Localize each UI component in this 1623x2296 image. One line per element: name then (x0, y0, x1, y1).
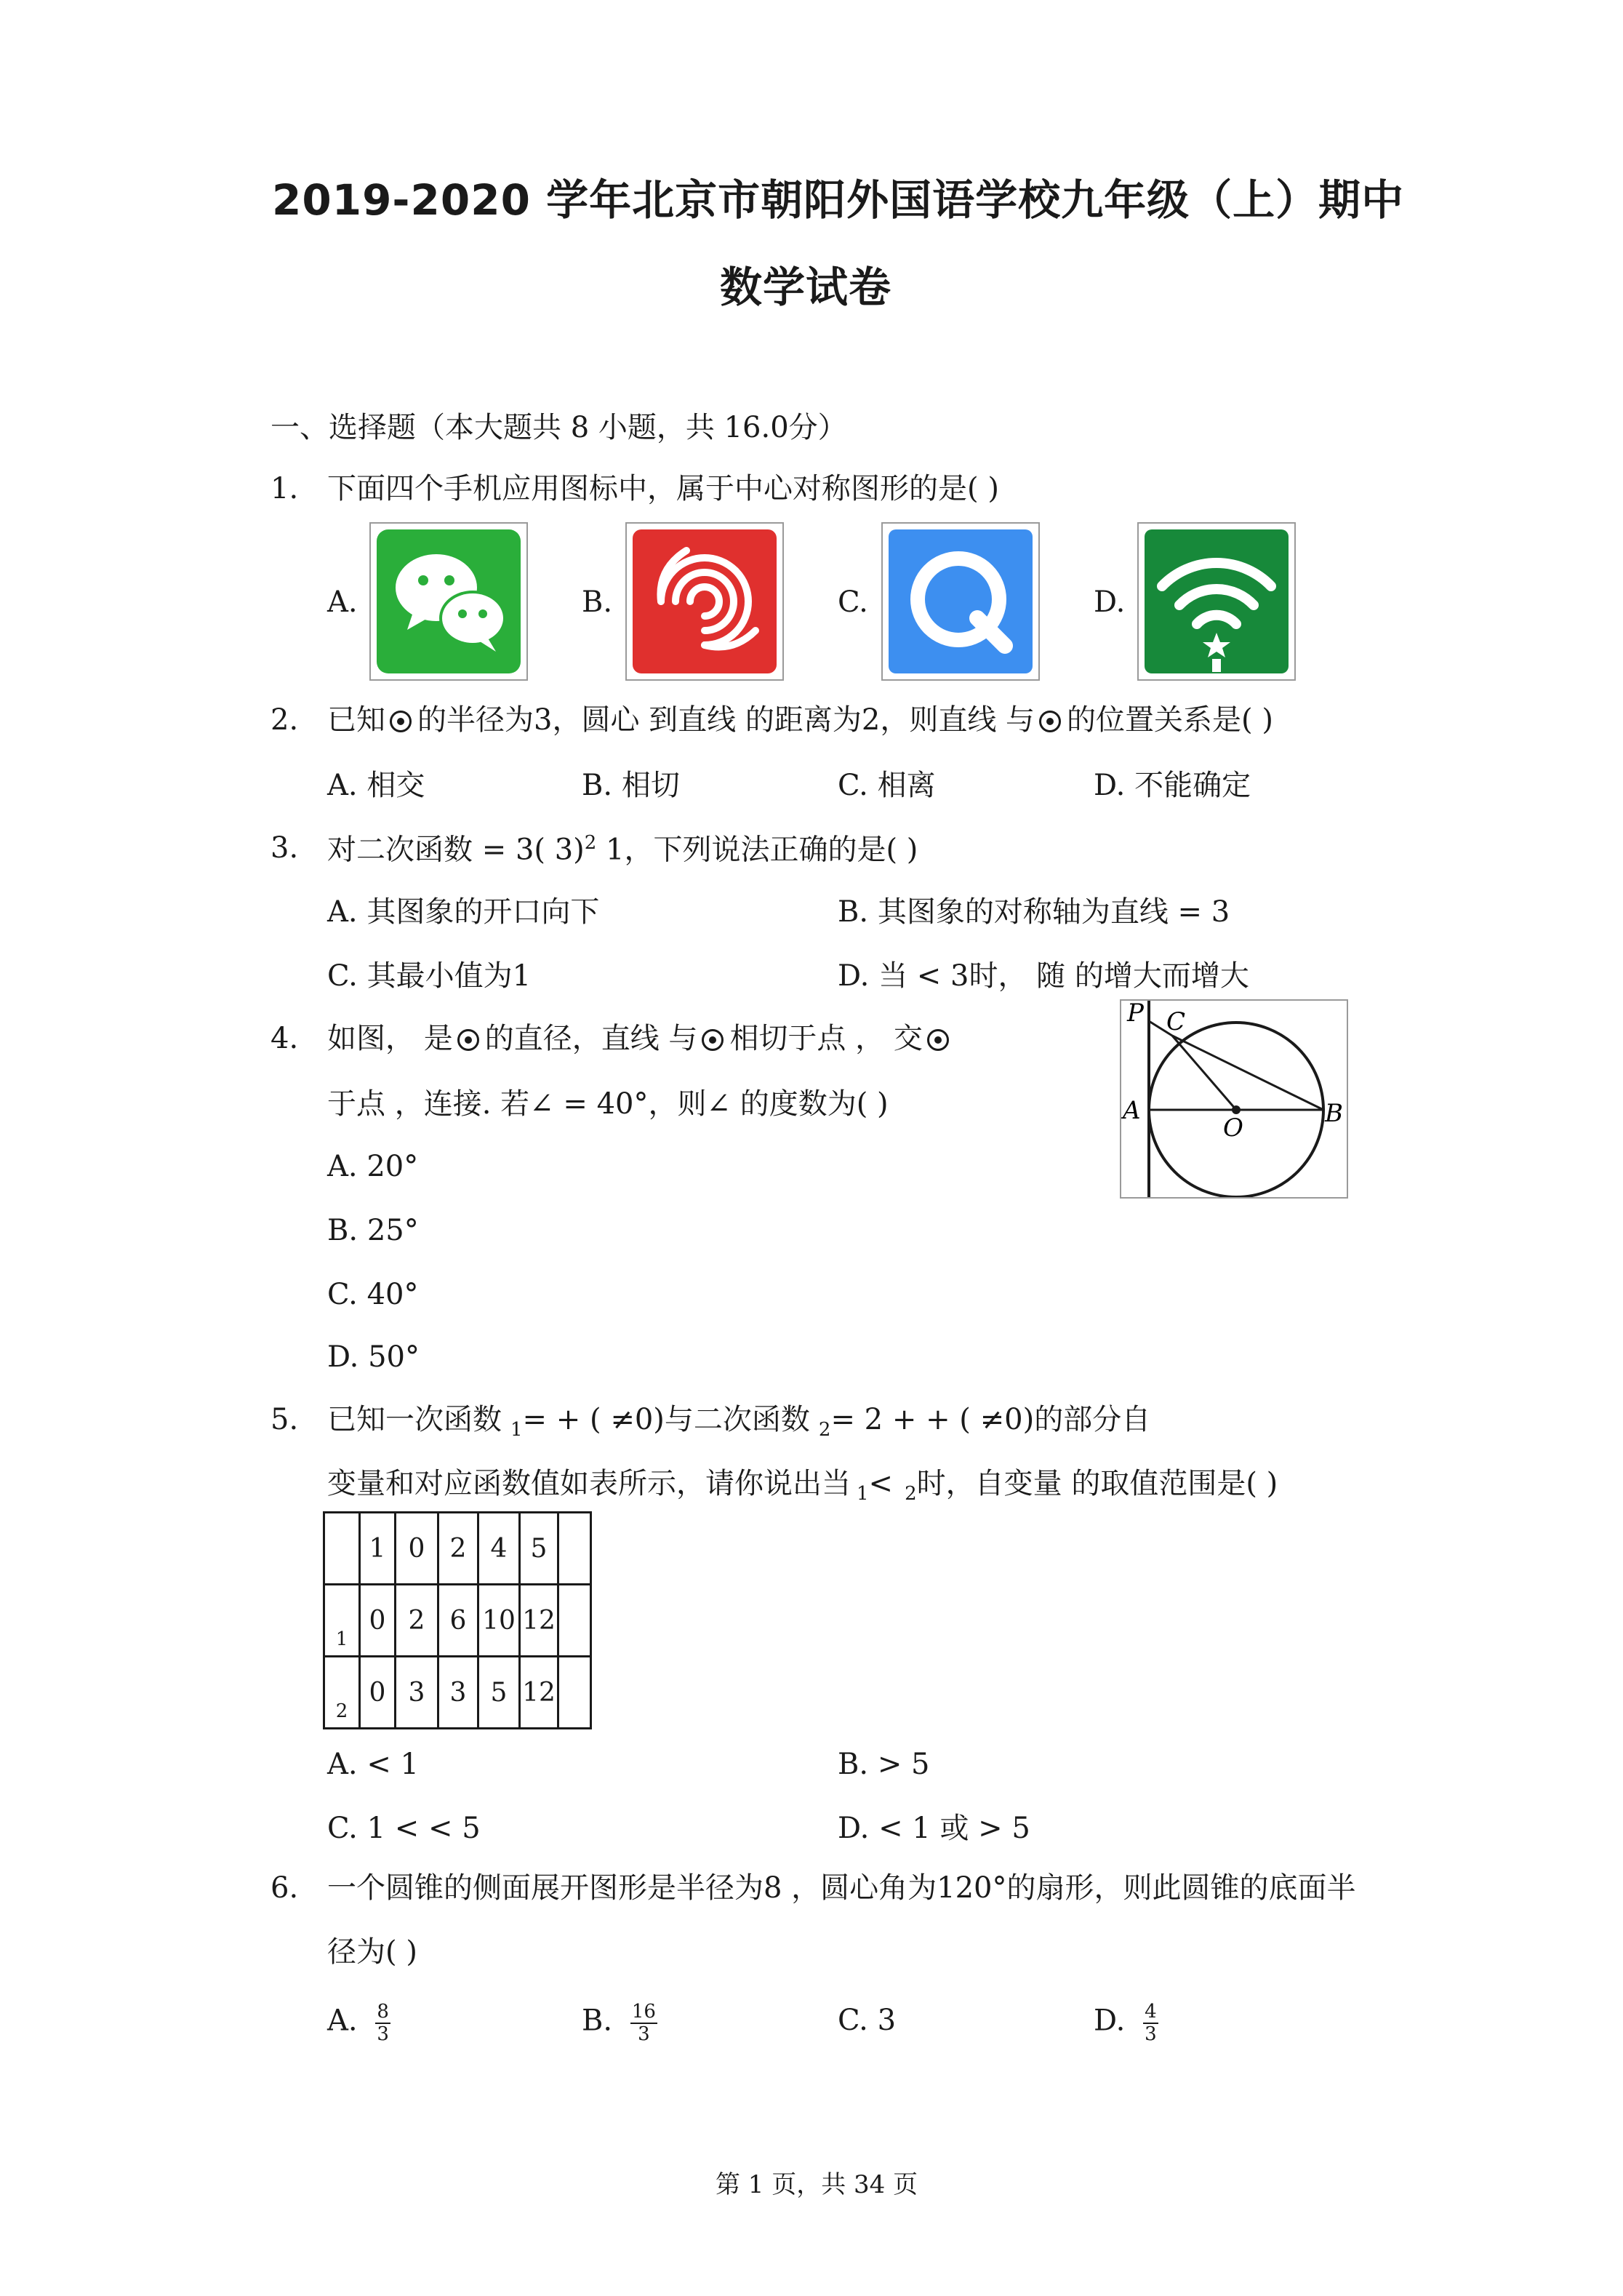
q5-subscript: 1 (857, 1483, 869, 1505)
q6-option-a-label: A. (327, 2004, 358, 2038)
q4-option-b: B. 25° (327, 1214, 419, 1247)
q3-option-b: B. 其图象的对称轴为直线 = 3 (838, 895, 1230, 929)
wechat-icon (371, 524, 526, 679)
q5-option-c: C. 1 < < 5 (327, 1812, 481, 1845)
table-cell: 5 (520, 1513, 558, 1585)
table-cell: 2 (396, 1585, 438, 1657)
q1-option-d-label: D. (1094, 585, 1126, 619)
wifi-star-icon (1139, 524, 1294, 679)
figure-label-p: P (1127, 1001, 1144, 1028)
page-footer: 第 1 页，共 34 页 (716, 2170, 918, 2199)
table-cell: 5 (478, 1657, 520, 1729)
table-cell: 3 (438, 1657, 478, 1729)
q5-value-table (323, 1511, 592, 1729)
q3-option-c: C. 其最小值为1 (327, 959, 532, 993)
table-cell: 1 (360, 1513, 396, 1585)
circle-dot-symbol (1039, 711, 1061, 732)
q5-option-b: B. > 5 (838, 1748, 930, 1781)
q3-option-a: A. 其图象的开口向下 (327, 895, 600, 929)
q1-option-c-image (881, 522, 1040, 681)
q4-number: 4. (270, 1022, 299, 1055)
q6-option-a-fraction (375, 2001, 390, 2044)
document-subtitle: 数学试卷 (720, 263, 892, 312)
q3-exponent: 2 (584, 832, 597, 854)
q4-line1-part-b: 的直径，直线 与 (484, 1022, 698, 1055)
phoenix-swirl-icon (627, 524, 782, 679)
q2-stem-part-b: 的半径为3，圆心 到直线 的距离为2，则直线 与 (417, 703, 1035, 737)
q2-stem (327, 705, 1273, 735)
table-cell: 2 (438, 1513, 478, 1585)
q2-option-a: A. 相交 (327, 769, 425, 802)
table-cell: 0 (360, 1585, 396, 1657)
q3-stem-part-a: 对二次函数 = 3( 3) (327, 833, 585, 867)
figure-label-o: O (1223, 1113, 1243, 1143)
q3-stem (327, 832, 918, 867)
q4-line1-part-c: 相切于点 ， 交 (729, 1022, 923, 1055)
table-cell (558, 1657, 591, 1729)
fraction-denominator: 3 (1145, 2023, 1157, 2045)
q5-line1-part-a: 已知一次函数 (327, 1403, 502, 1436)
table-row-header: 2 (324, 1657, 360, 1729)
circle-dot-symbol (457, 1029, 479, 1051)
table-row (324, 1513, 591, 1585)
figure-label-c: C (1166, 1007, 1186, 1036)
q5-line2-part-a: 变量和对应函数值如表所示，请你说出当 (327, 1467, 851, 1500)
q5-subscript: 2 (818, 1419, 831, 1441)
q5-option-a: A. < 1 (327, 1748, 419, 1781)
fraction-numerator: 8 (377, 2001, 389, 2023)
q5-line1 (327, 1405, 1150, 1439)
table-cell: 10 (478, 1585, 520, 1657)
q4-option-d: D. 50° (327, 1340, 420, 1374)
q2-stem-part-c: 的位置关系是( ) (1067, 703, 1273, 737)
table-cell (558, 1585, 591, 1657)
q6-option-b (582, 2001, 657, 2044)
q5-line1-part-c: = 2 + + ( ≠0)的部分自 (830, 1403, 1151, 1436)
q2-option-c: C. 相离 (838, 769, 936, 802)
fraction-denominator: 3 (638, 2023, 650, 2045)
q3-option-d: D. 当 < 3时， 随 的增大而增大 (838, 959, 1249, 993)
q5-subscript: 1 (510, 1419, 523, 1441)
q3-number: 3. (270, 831, 299, 865)
q2-number: 2. (270, 703, 299, 737)
figure-label-b: B (1325, 1099, 1343, 1128)
fraction-numerator: 16 (631, 2001, 656, 2023)
fraction-numerator: 4 (1145, 2001, 1157, 2023)
circle-dot-symbol (927, 1029, 949, 1051)
q6-option-d-label: D. (1094, 2004, 1126, 2038)
q5-line2 (327, 1469, 1278, 1503)
q5-number: 5. (270, 1403, 299, 1436)
q1-option-b-image (625, 522, 784, 681)
q6-option-a (327, 2001, 390, 2044)
q6-option-b-label: B. (582, 2004, 613, 2038)
q1-option-b-label: B. (582, 585, 613, 619)
q1-stem: 下面四个手机应用图标中，属于中心对称图形的是( ) (327, 472, 999, 505)
table-cell: 4 (478, 1513, 520, 1585)
table-cell: 12 (520, 1585, 558, 1657)
q1-number: 1. (270, 472, 299, 505)
q4-option-c: C. 40° (327, 1278, 419, 1311)
section-heading: 一、选择题（本大题共 8 小题，共 16.0分） (270, 411, 847, 444)
q6-option-d (1094, 2001, 1158, 2044)
q5-subscript: 2 (905, 1483, 917, 1505)
q5-option-d: D. < 1 或 > 5 (838, 1812, 1030, 1845)
q4-line2: 于点 ，连接. 若∠ = 40°，则∠ 的度数为( ) (327, 1087, 889, 1121)
q6-option-b-fraction (630, 2001, 657, 2044)
table-cell: 0 (360, 1657, 396, 1729)
circle-dot-symbol (390, 711, 412, 732)
q5-line2-part-c: 时，自变量 的取值范围是( ) (916, 1467, 1278, 1500)
q6-option-d-fraction (1143, 2001, 1158, 2044)
table-cell: 6 (438, 1585, 478, 1657)
q6-line2: 径为( ) (327, 1935, 417, 1969)
q6-option-c: C. 3 (838, 2004, 897, 2037)
q3-stem-part-b: 1，下列说法正确的是( ) (596, 833, 918, 867)
q4-line1-part-a: 如图， 是 (327, 1022, 453, 1055)
q1-option-a-label: A. (327, 585, 358, 619)
table-row (324, 1657, 591, 1729)
q2-option-b: B. 相切 (582, 769, 680, 802)
table-row-header (324, 1513, 360, 1585)
figure-label-a: A (1123, 1096, 1141, 1125)
q5-line2-part-b: < (868, 1467, 894, 1500)
q4-circle-figure (1120, 999, 1348, 1199)
table-cell: 3 (396, 1657, 438, 1729)
table-row (324, 1585, 591, 1657)
q6-number: 6. (270, 1871, 299, 1905)
table-row-header: 1 (324, 1585, 360, 1657)
document-title: 2019-2020 学年北京市朝阳外国语学校九年级（上）期中 (272, 175, 1405, 225)
q2-stem-part-a: 已知 (327, 703, 385, 737)
table-cell: 0 (396, 1513, 438, 1585)
q4-option-a: A. 20° (327, 1150, 419, 1183)
q2-option-d: D. 不能确定 (1094, 769, 1251, 802)
q1-option-c-label: C. (838, 585, 868, 619)
q1-option-d-image (1137, 522, 1296, 681)
search-q-icon (883, 524, 1038, 679)
q6-line1: 一个圆锥的侧面展开图形是半径为8 ，圆心角为120°的扇形，则此圆锥的底面半 (327, 1871, 1356, 1905)
q4-line1 (327, 1024, 949, 1053)
table-cell: 12 (520, 1657, 558, 1729)
circle-dot-symbol (702, 1029, 724, 1051)
table-cell (558, 1513, 591, 1585)
q5-line1-part-b: = + ( ≠0)与二次函数 (522, 1403, 810, 1436)
fraction-denominator: 3 (377, 2023, 389, 2045)
q1-option-a-image (369, 522, 528, 681)
